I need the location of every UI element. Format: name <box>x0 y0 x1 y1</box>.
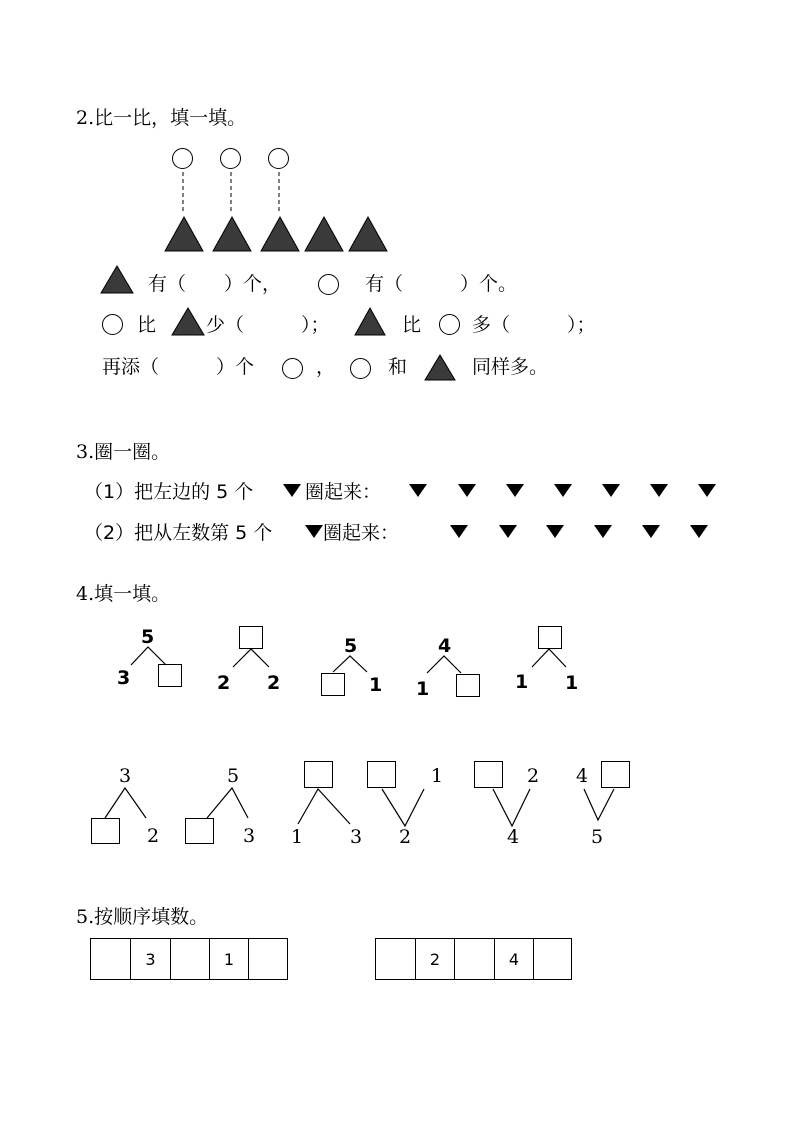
sequence-cell[interactable] <box>91 939 131 979</box>
sequence-cell[interactable] <box>249 939 287 979</box>
q2-line3-b: ， <box>316 356 336 378</box>
q5-title: 5.按顺序填数。 <box>76 906 209 928</box>
sequence-cell[interactable]: 3 <box>131 939 171 979</box>
q2-line3-a: 再添（ ）个 <box>102 356 255 378</box>
sequence-cell[interactable] <box>376 939 416 979</box>
answer-box[interactable] <box>185 818 214 844</box>
split-right-number: 1 <box>369 674 383 696</box>
sequence-cell[interactable]: 4 <box>495 939 534 979</box>
q2-line2-d: 多（ ）； <box>472 314 596 336</box>
sequence-cell[interactable] <box>534 939 571 979</box>
split-left-number: 3 <box>117 667 131 689</box>
sequence-cell[interactable] <box>455 939 495 979</box>
answer-box[interactable] <box>304 761 333 788</box>
q2-line1-a: 有（ ）个， <box>148 273 282 295</box>
q2-line2-a: 比 <box>137 314 157 336</box>
split-left-number: 1 <box>515 671 529 693</box>
q3-item2-a: （2）把从左数第 5 个 <box>84 522 273 544</box>
sequence-cell[interactable]: 1 <box>210 939 249 979</box>
number-sequence-row-1 <box>90 938 288 980</box>
split-left-number: 4 <box>576 765 589 787</box>
split-right-number: 3 <box>350 826 363 848</box>
sequence-cell[interactable]: 2 <box>416 939 455 979</box>
q2-line1-b: 有（ ）个。 <box>365 273 518 295</box>
answer-box[interactable] <box>538 626 562 649</box>
q3-title: 3.圈一圈。 <box>76 441 171 463</box>
answer-box[interactable] <box>158 664 182 687</box>
split-right-number: 3 <box>243 825 256 847</box>
split-top-number: 5 <box>344 635 358 657</box>
answer-box[interactable] <box>456 674 480 697</box>
answer-box[interactable] <box>91 818 120 844</box>
number-sequence-row-2 <box>375 938 572 980</box>
q3-item1-a: （1）把左边的 5 个 <box>84 481 254 503</box>
split-top-number: 4 <box>438 635 452 657</box>
split-top-number: 5 <box>227 765 240 787</box>
q2-line2-b: 少（ ）； <box>206 314 330 336</box>
split-bottom-number: 2 <box>399 826 412 848</box>
split-right-number: 1 <box>431 765 444 787</box>
q2-title: 2.比一比，填一填。 <box>76 107 247 129</box>
split-top-number: 3 <box>119 765 132 787</box>
answer-box[interactable] <box>474 761 503 788</box>
q3-item2-b: 圈起来： <box>323 522 400 544</box>
split-left-number: 1 <box>416 678 430 700</box>
answer-box[interactable] <box>321 673 345 696</box>
q2-line2-c: 比 <box>402 314 422 336</box>
answer-box[interactable] <box>367 761 396 788</box>
split-right-number: 2 <box>267 672 281 694</box>
split-top-number: 5 <box>141 626 155 648</box>
split-right-number: 1 <box>565 672 579 694</box>
sequence-cell[interactable] <box>171 939 210 979</box>
q2-line3-c: 和 <box>388 356 408 378</box>
split-left-number: 1 <box>291 826 304 848</box>
q2-line3-d: 同样多。 <box>472 356 549 378</box>
split-left-number: 2 <box>217 672 231 694</box>
split-bottom-number: 4 <box>507 826 520 848</box>
split-right-number: 2 <box>147 825 160 847</box>
q4-title: 4.填一填。 <box>76 583 171 605</box>
answer-box[interactable] <box>239 626 263 649</box>
split-right-number: 2 <box>527 765 540 787</box>
answer-box[interactable] <box>601 761 630 788</box>
q3-item1-b: 圈起来： <box>305 481 382 503</box>
split-bottom-number: 5 <box>591 826 604 848</box>
